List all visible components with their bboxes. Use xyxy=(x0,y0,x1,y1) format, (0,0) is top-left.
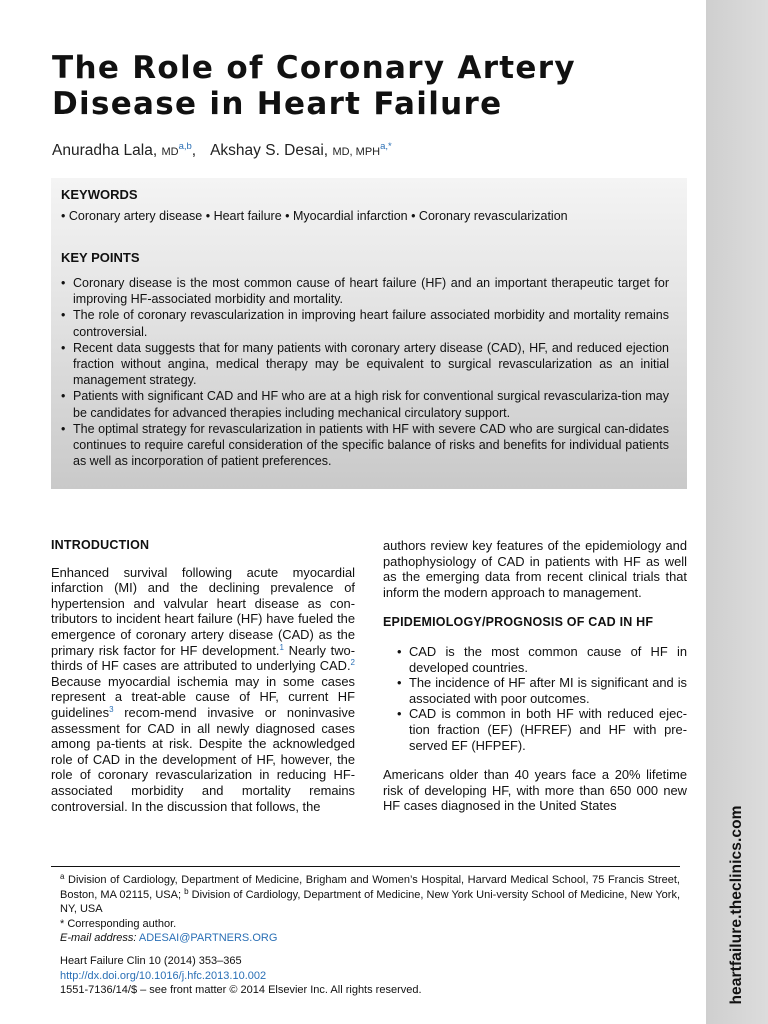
key-point-item: • The optimal strategy for revascularization in patients with HF with severe CAD who are surgical can-didates continues to require careful consideration of the specific balance of risks and benefits for individual patients as well as incorporation of patient preferences. xyxy=(61,421,669,470)
journal-citation: Heart Failure Clin 10 (2014) 353–365 xyxy=(60,955,242,967)
author-affiliation-mark[interactable]: a,b xyxy=(178,141,192,152)
epidemiology-bullet: • CAD is the most common cause of HF in developed countries. xyxy=(383,644,687,675)
key-point-item: • The role of coronary revascularization in improving heart failure associated morbidity and mortality remains controversial. xyxy=(61,307,669,339)
key-point-item: • Recent data suggests that for many patients with coronary artery disease (CAD), HF, and reduced ejection fraction without angina, medical therapy may be equivalent to surgical revascularization as an initial management strategy. xyxy=(61,340,669,389)
copyright-line: 1551-7136/14/$ – see front matter © 2014 Elsevier Inc. All rights reserved. xyxy=(60,984,422,996)
corresponding-author-note: * Corresponding author. xyxy=(60,917,177,930)
introduction-paragraph: Enhanced survival following acute myocardial infarction (MI) and the declining prevalence of hypertension and valvular heart disease as con-tributors to incident heart failure (HF) have fueled the emergence of coronary artery disease (CAD) as the primary risk factor for HF development.$^1$ Nearly two-thirds of HF cases are attributed to underlying CAD.$^2$ Because myocardial ischemia may in some cases represent a treat-able cause of HF, current HF guidelines$^3$ recom-mend invasive or noninvasive assessment for CAD in all newly diagnosed cases among pa-tients at risk. Despite the acknowledged role of CAD in the development of HF, however, the role of coronary revascularization in reducing HF-associated morbidity and mortality remains controversial. In the discussion that follows, the xyxy=(51,564,355,814)
author-degree: MD, MPH xyxy=(332,146,381,158)
author-degree: MD xyxy=(161,146,179,158)
doi-link[interactable]: http://dx.doi.org/10.1016/j.hfc.2013.10.002 xyxy=(60,969,267,982)
journal-info xyxy=(60,954,422,998)
introduction-paragraph-continued: authors review key features of the epidemiology and pathophysiology of CAD in patients with HF as well as the emerging data from recent clinical trials that inform the modern approach to management. xyxy=(383,538,687,600)
introduction-heading: INTRODUCTION xyxy=(51,538,150,552)
keywords-heading: KEYWORDS xyxy=(61,187,138,202)
key-point-item: • Coronary disease is the most common cause of heart failure (HF) and an important therapeutic target for improving HF-associated morbidity and mortality. xyxy=(61,275,669,307)
journal-website-label: heartfailure.theclinics.com xyxy=(728,805,745,1005)
key-points-list xyxy=(61,275,669,469)
epidemiology-bullet: • CAD is common in both HF with reduced ejec-tion fraction (EF) (HFREF) and HF with pre-served EF (HFPEF). xyxy=(383,706,687,753)
epidemiology-bullet: • The incidence of HF after MI is significant and is associated with poor outcomes. xyxy=(383,675,687,706)
reference-link[interactable]: 3 xyxy=(109,704,114,714)
author-name: Anuradha Lala, xyxy=(52,142,158,159)
author-line: Anuradha Lala, MD$^{a,b}$, Akshay S. Desai, MD, $MPH^{a,*}$ xyxy=(52,141,392,159)
reference-link[interactable]: 2 xyxy=(350,658,355,668)
article-title: The Role of Coronary Artery Disease in Heart Failure xyxy=(52,50,576,122)
affiliation-text: $^a$ Division of Cardiology, Department of Medicine, Brigham and Women’s Hospital, Harvard Medical School, 75 Francis Street, Boston, MA 02115, USA; $^b$ Division of Cardiology, Department of Medicine, New York Uni-versity School of Medicine, New York, NY, USA xyxy=(60,872,680,915)
email-line: E-mail address: ADESAI@PARTNERS.ORG xyxy=(60,932,278,944)
left-column xyxy=(51,538,355,814)
reference-link[interactable]: 1 xyxy=(279,642,284,652)
author-affiliation-mark[interactable]: a,* xyxy=(380,141,392,152)
epidemiology-bullets xyxy=(383,644,687,753)
key-points-heading: KEY POINTS xyxy=(61,250,140,265)
author-name: Akshay S. Desai, xyxy=(210,142,329,159)
affiliation-footnotes xyxy=(60,873,680,946)
footnote-divider xyxy=(51,866,680,867)
epidemiology-paragraph: Americans older than 40 years face a 20% lifetime risk of developing HF, with more than 650 000 new HF cases diagnosed in the United States xyxy=(383,767,687,814)
key-point-item: • Patients with significant CAD and HF who are at a high risk for conventional surgical revasculariza-tion may be candidates for advanced therapies including mechanical circulatory support. xyxy=(61,388,669,420)
keywords-keypoints-box xyxy=(51,178,687,489)
email-link[interactable]: ADESAI@PARTNERS.ORG xyxy=(138,932,278,944)
right-column xyxy=(383,538,687,814)
epidemiology-heading: EPIDEMIOLOGY/PROGNOSIS OF CAD IN HF xyxy=(383,615,654,630)
keywords-list: • Coronary artery disease • Heart failure • Myocardial infarction • Coronary revascularization xyxy=(61,209,568,223)
